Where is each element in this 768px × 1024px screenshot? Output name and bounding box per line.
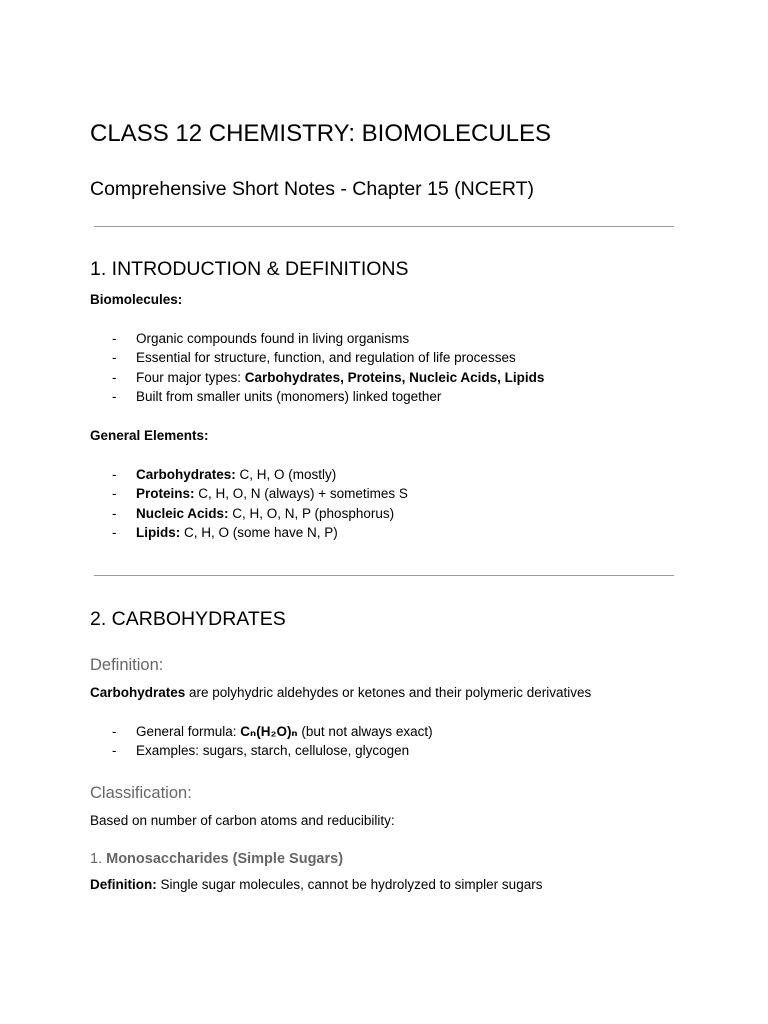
list-item-value: C, H, O, N, P (phosphorus) [228, 506, 395, 521]
page-title: CLASS 12 CHEMISTRY: BIOMOLECULES [90, 120, 552, 147]
list-marker: - [112, 467, 117, 482]
list-item-text: Organic compounds found in living organisms [136, 331, 410, 346]
classification-heading: Classification: [90, 784, 192, 802]
list-item-text [136, 466, 336, 484]
list-marker: - [112, 486, 117, 501]
list-item-bold: Nucleic Acids: [136, 506, 229, 521]
biomolecules-label: Biomolecules: [90, 292, 183, 307]
list-item-value: C, H, O (mostly) [235, 467, 337, 482]
list-item-bold: Lipids: [136, 525, 181, 540]
list-item-prefix: General formula: [136, 724, 241, 739]
divider [94, 575, 674, 576]
list-item-text [136, 723, 433, 741]
general-elements-label: General Elements: [90, 428, 209, 443]
list-marker: - [112, 389, 117, 404]
list-marker: - [112, 724, 117, 739]
definition-text: Single sugar molecules, cannot be hydrolyzed to simpler sugars [156, 877, 543, 892]
section-heading-introduction: 1. INTRODUCTION & DEFINITIONS [90, 258, 409, 280]
list-marker: - [112, 525, 117, 540]
definition-label: Definition: [90, 877, 157, 892]
list-item-text: Essential for structure, function, and regulation of life processes [136, 350, 516, 365]
list-marker: - [112, 331, 117, 346]
list-item-text [136, 505, 394, 523]
heading-text: Monosaccharides (Simple Sugars) [106, 851, 344, 867]
page-subtitle: Comprehensive Short Notes - Chapter 15 (NCERT) [90, 178, 534, 200]
list-item-prefix: Four major types: [136, 370, 245, 385]
list-item-text: Built from smaller units (monomers) linked together [136, 389, 442, 404]
list-item-text [136, 369, 544, 387]
definition-paragraph [90, 684, 591, 702]
heading-number: 1. [90, 851, 107, 867]
list-item-text: Examples: sugars, starch, cellulose, glycogen [136, 743, 410, 758]
definition-heading: Definition: [90, 656, 164, 674]
list-item-bold: Carbohydrates: [136, 467, 236, 482]
list-item-text [136, 485, 408, 503]
list-item-suffix: (but not always exact) [297, 724, 433, 739]
divider [94, 226, 674, 227]
list-item-bold: Carbohydrates, Proteins, Nucleic Acids, Lipids [244, 370, 545, 385]
classification-paragraph: Based on number of carbon atoms and reducibility: [90, 813, 395, 828]
list-item-text [136, 524, 338, 542]
monosaccharides-definition [90, 876, 542, 894]
list-marker: - [112, 350, 117, 365]
list-marker: - [112, 506, 117, 521]
list-marker: - [112, 370, 117, 385]
section-heading-carbohydrates: 2. CARBOHYDRATES [90, 608, 286, 630]
general-formula: Cₙ(H₂O)ₙ [240, 724, 298, 739]
list-item-bold: Proteins: [136, 486, 195, 501]
list-marker: - [112, 743, 117, 758]
monosaccharides-heading [90, 849, 343, 869]
list-item-value: C, H, O, N (always) + sometimes S [194, 486, 408, 501]
definition-text: are polyhydric aldehydes or ketones and their polymeric derivatives [185, 685, 592, 700]
list-item-value: C, H, O (some have N, P) [180, 525, 338, 540]
definition-term: Carbohydrates [90, 685, 186, 700]
